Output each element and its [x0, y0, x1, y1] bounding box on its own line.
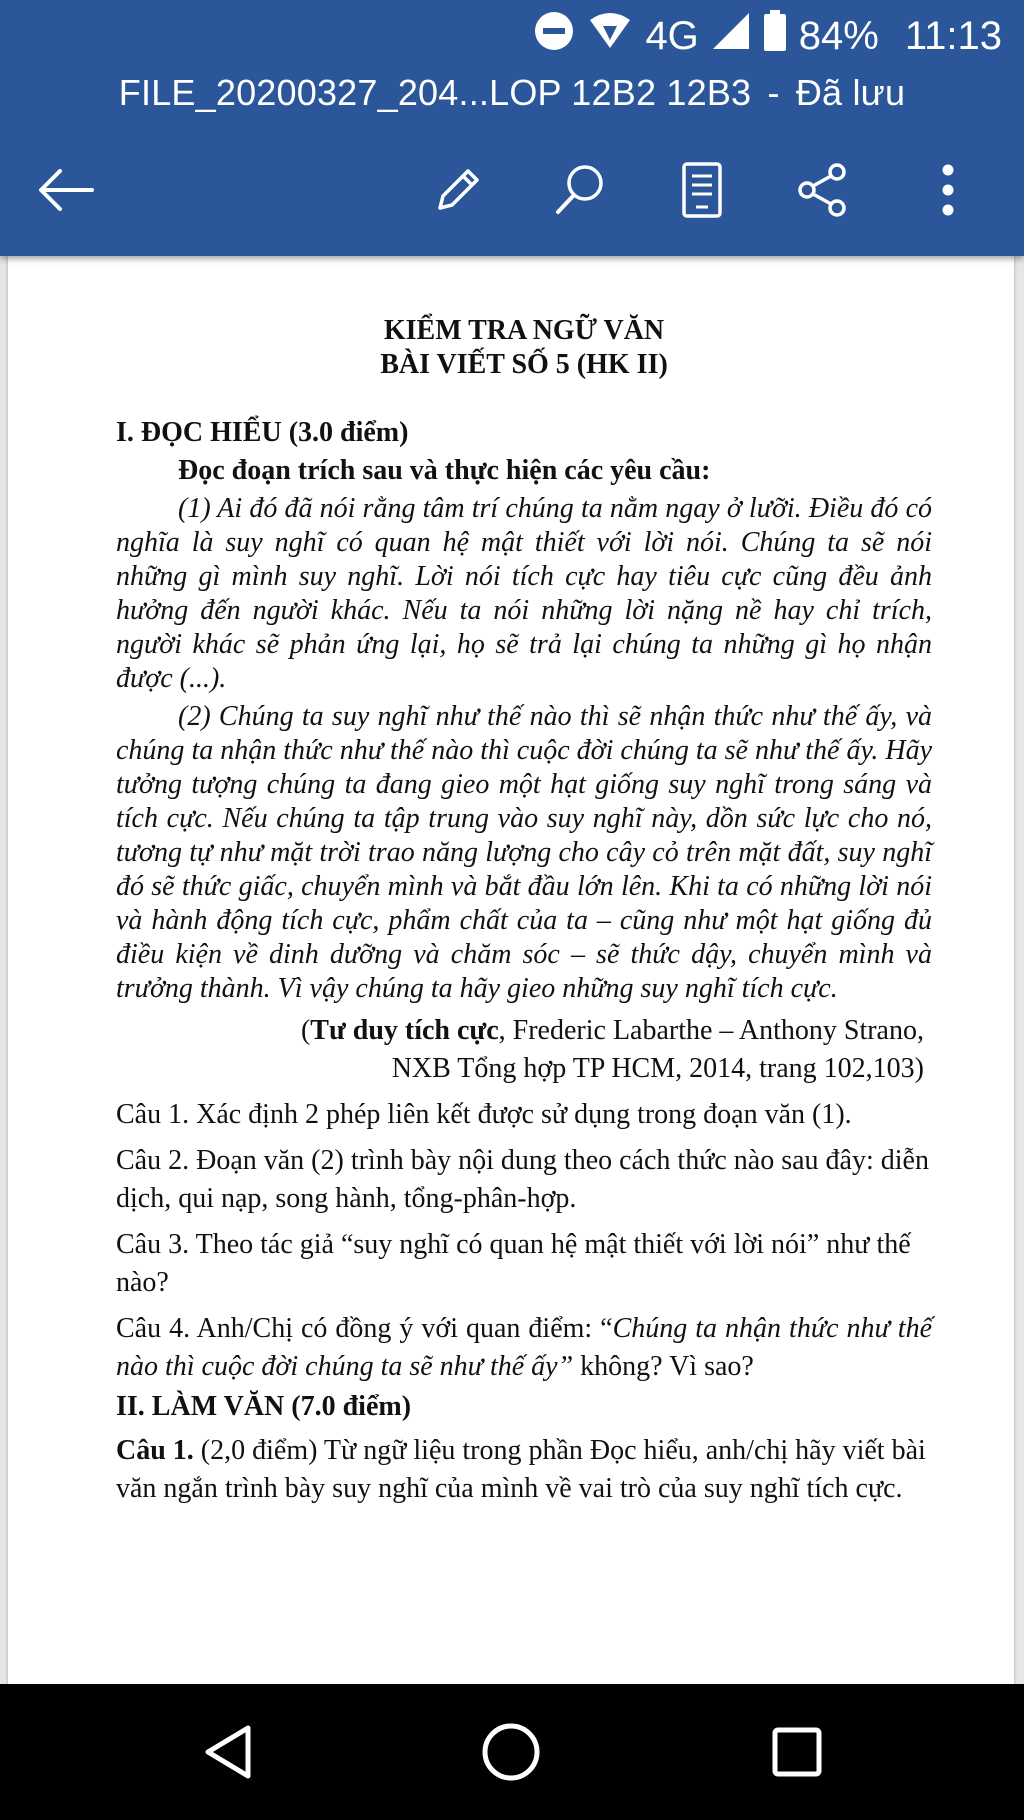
- source-line-1: (Tư duy tích cực, Frederic Labarthe – Anthony Strano,: [300, 1015, 924, 1046]
- toolbar: [0, 150, 1024, 230]
- writing-question-1-label: Câu 1.: [116, 1435, 194, 1466]
- instruction: Đọc đoạn trích sau và thực hiện các yêu cầu:: [178, 455, 711, 486]
- back-arrow-icon: [36, 165, 96, 215]
- document-content: [116, 314, 932, 1508]
- nav-home-button[interactable]: [471, 1712, 551, 1792]
- nav-recents-button[interactable]: [757, 1712, 837, 1792]
- file-name: FILE_20200327_204...LOP 12B2 12B3: [118, 72, 752, 113]
- source-line-2: NXB Tổng hợp TP HCM, 2014, trang 102,103): [391, 1053, 924, 1084]
- recents-square-icon: [769, 1724, 825, 1780]
- network-type: 4G: [645, 13, 699, 58]
- back-triangle-icon: [200, 1722, 256, 1782]
- section-1-heading: I. ĐỌC HIỂU (3.0 điểm): [116, 417, 409, 448]
- reading-mode-icon: [678, 160, 726, 220]
- search-button[interactable]: [540, 150, 620, 230]
- passage-paragraph-2: (2) Chúng ta suy nghĩ như thế nào thì sẽ nhận thức như thế ấy, và chúng ta nhận thức như thế nào thì cuộc đời chúng ta sẽ như thế ấy. Hãy tưởng tượng chúng ta đang gieo một hạt giống suy nghĩ trong sáng và tích cực. Nếu chúng ta tập trung vào suy nghĩ này, dồn sức lực cho nó, tương tự như mặt trời trao năng lượng cho cây cỏ trên mặt đất, suy nghĩ đó sẽ thức giấc, chuyển mình và bắt đầu lớn lên. Khi ta có những lời nói và hành động tích cực, phẩm chất của ta – cũng như một hạt giống đủ điều kiện về dinh dưỡng và chăm sóc – sẽ thức dậy, chuyển mình và trưởng thành. Vì vậy chúng ta hãy gieo những suy nghĩ tích cực.: [116, 701, 932, 1004]
- battery-level: 84%: [798, 13, 879, 58]
- document-page: [8, 256, 1014, 1684]
- question-1: Câu 1. Xác định 2 phép liên kết được sử dụng trong đoạn văn (1).: [116, 1099, 852, 1130]
- book-title: Tư duy tích cực: [310, 1015, 499, 1046]
- search-icon: [550, 160, 610, 220]
- edit-pencil-icon: [430, 162, 486, 218]
- do-not-disturb-icon: [533, 10, 575, 62]
- status-bar: [533, 10, 1002, 62]
- save-status: Đã lưu: [795, 72, 906, 113]
- passage-source: [116, 1012, 932, 1088]
- nav-back-button[interactable]: [188, 1712, 268, 1792]
- title-separator: -: [767, 72, 780, 113]
- edit-button[interactable]: [418, 150, 498, 230]
- signal-icon: [711, 11, 751, 61]
- reading-view-button[interactable]: [662, 150, 742, 230]
- share-icon: [793, 160, 853, 220]
- data-saver-icon: [587, 10, 633, 62]
- document-title-bar: [0, 72, 1024, 114]
- share-button[interactable]: [783, 150, 863, 230]
- question-4: Câu 4. Anh/Chị có đồng ý với quan điểm: “Chúng ta nhận thức như thế nào thì cuộc đời chúng ta sẽ như thế ấy” không? Vì sao?: [116, 1313, 932, 1382]
- clock: 11:13: [904, 13, 1002, 58]
- more-options-button[interactable]: [908, 150, 988, 230]
- question-4-quote: Chúng ta nhận thức như thế nào thì cuộc đời chúng ta sẽ như thế ấy”: [116, 1313, 932, 1382]
- app-header: [0, 0, 1024, 256]
- exam-subtitle: BÀI VIẾT SỐ 5 (HK II): [380, 349, 668, 380]
- section-2-heading: II. LÀM VĂN (7.0 điểm): [116, 1391, 412, 1422]
- system-navigation-bar: [0, 1684, 1024, 1820]
- question-2: Câu 2. Đoạn văn (2) trình bày nội dung theo cách thức nào sau đây: diễn dịch, qui nạp, song hành, tổng-phân-hợp.: [116, 1145, 929, 1214]
- more-options-icon: [938, 162, 958, 218]
- question-3: Câu 3. Theo tác giả “suy nghĩ có quan hệ mật thiết với lời nói” như thế nào?: [116, 1229, 911, 1298]
- back-button[interactable]: [26, 150, 106, 230]
- passage-paragraph-1: (1) Ai đó đã nói rằng tâm trí chúng ta nằm ngay ở lưỡi. Điều đó có nghĩa là suy nghĩ có quan hệ mật thiết với lời nói. Chúng ta sẽ nói những gì mình suy nghĩ. Lời nói tích cực hay tiêu cực cũng đều ảnh hưởng đến người khác. Nếu ta nói những lời nặng nề hay chỉ trích, người khác sẽ phản ứng lại, họ sẽ trả lại chúng ta những gì họ nhận được (...).: [116, 493, 932, 694]
- document-viewport[interactable]: [0, 256, 1024, 1684]
- exam-title: KIỂM TRA NGỮ VĂN: [383, 315, 665, 346]
- writing-question-1: Câu 1. (2,0 điểm) Từ ngữ liệu trong phần Đọc hiểu, anh/chị hãy viết bài văn ngắn trình bày suy nghĩ của mình về vai trò của suy nghĩ tích cực.: [116, 1435, 926, 1504]
- battery-icon: [763, 10, 787, 62]
- home-circle-icon: [479, 1720, 543, 1784]
